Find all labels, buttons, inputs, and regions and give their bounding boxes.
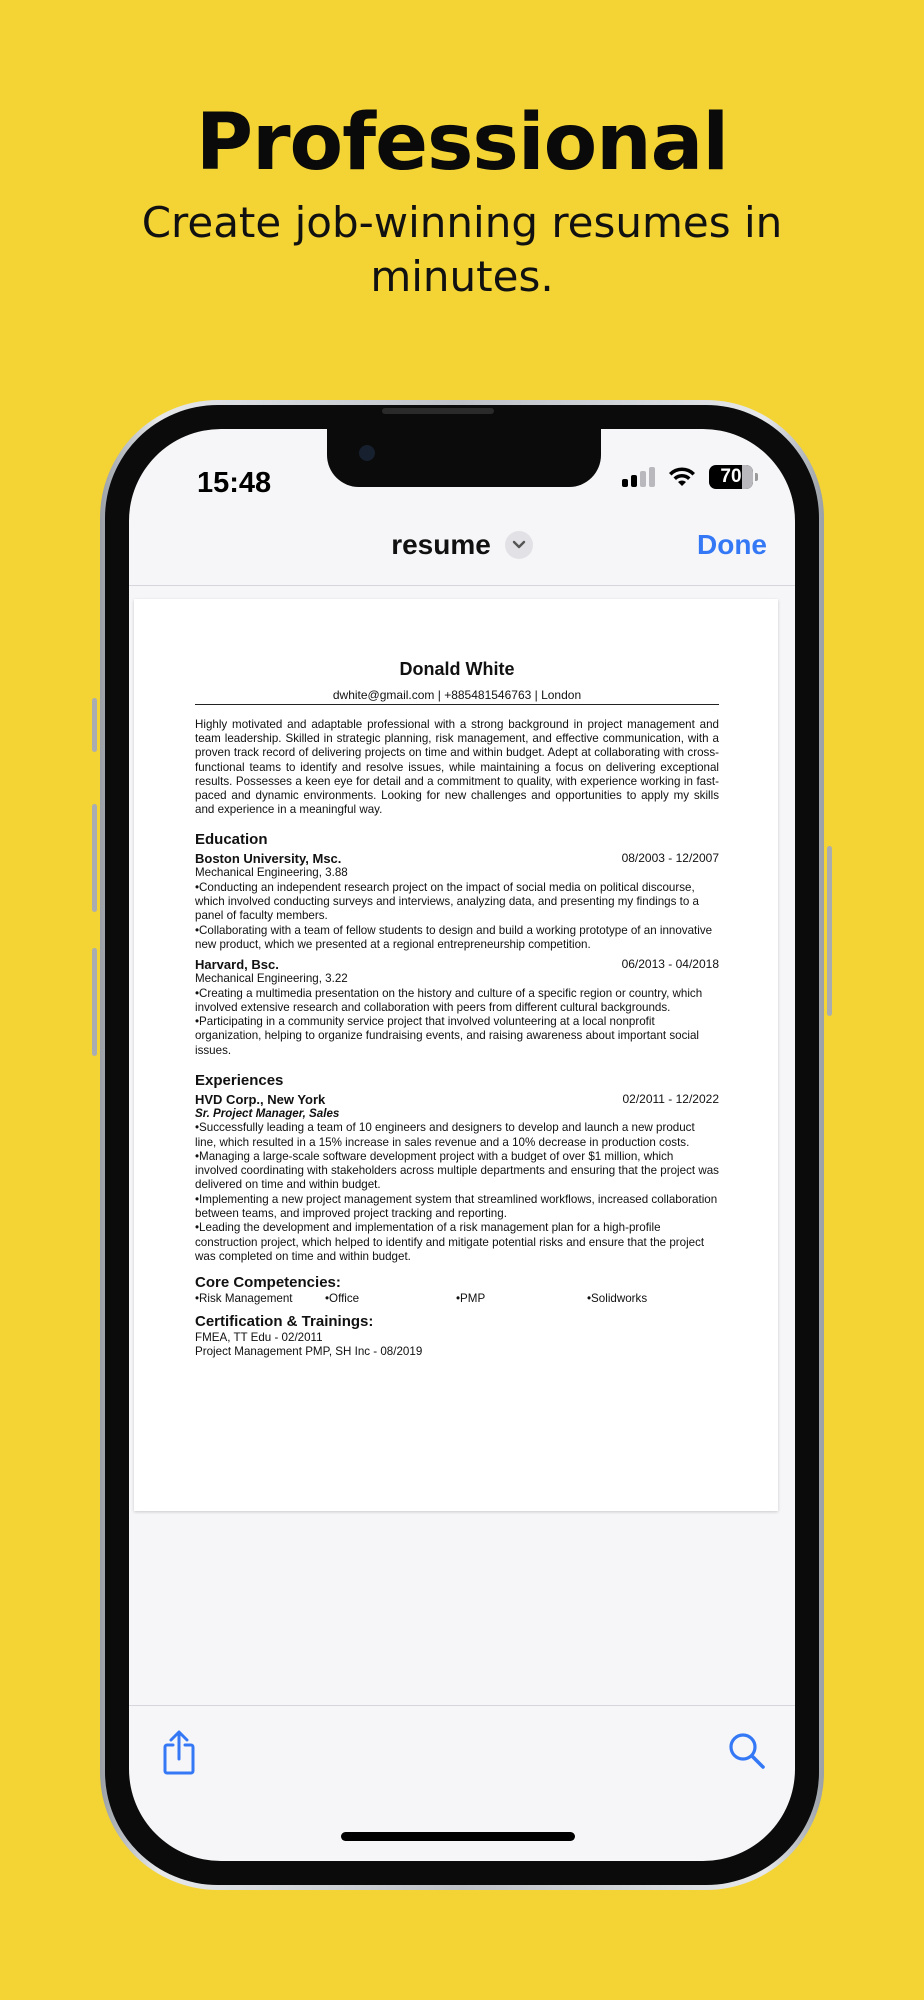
experience-entry	[195, 1092, 719, 1264]
notch	[327, 429, 601, 487]
competency-item: •Risk Management	[195, 1292, 293, 1306]
competencies-heading: Core Competencies:	[195, 1274, 341, 1292]
entry-bullet: •Managing a large-scale software development project with a budget of over $1 million, which involved coordinating with stakeholders across multiple departments and ensuring that the project was delivered on time and within budget.	[195, 1149, 719, 1192]
status-time: 15:48	[197, 467, 272, 499]
document-page[interactable]	[134, 599, 778, 1511]
status-icons	[622, 465, 753, 489]
entry-dates: 02/2011 - 12/2022	[622, 1091, 719, 1106]
education-entry	[195, 851, 719, 952]
battery-icon	[709, 465, 753, 489]
share-button[interactable]	[159, 1729, 199, 1777]
education-entry	[195, 957, 719, 1058]
entry-dates: 06/2013 - 04/2018	[621, 957, 719, 972]
entry-bullet: •Conducting an independent research project on the impact of social media on political discourse, which involved conducting surveys and interviews, analyzing data, and presenting my findings to a panel of faculty members.	[195, 880, 699, 923]
hero-subtitle: Create job-winning resumes in minutes.	[141, 198, 783, 301]
mute-switch	[92, 698, 97, 752]
entry-bullet: •Successfully leading a team of 10 engineers and designers to develop and launch a new product line, which resulted in a 15% increase in sales revenue and a 10% decrease in production costs.	[195, 1121, 695, 1149]
school-name: Harvard, Bsc.	[195, 957, 279, 973]
competency-item: •Solidworks	[587, 1292, 648, 1306]
speaker-grille	[382, 408, 494, 414]
home-indicator[interactable]	[341, 1832, 575, 1841]
document-title-menu[interactable]	[391, 529, 533, 561]
volume-up-button	[92, 804, 97, 912]
done-button[interactable]: Done	[697, 529, 767, 560]
search-button[interactable]	[727, 1731, 767, 1771]
signal-icon	[622, 467, 655, 487]
phone-screen	[129, 429, 795, 1861]
competency-item: •Office	[325, 1292, 360, 1306]
share-icon	[159, 1729, 199, 1777]
wifi-icon	[667, 466, 697, 488]
certifications-heading: Certification & Trainings:	[195, 1312, 374, 1330]
entry-bullet: •Implementing a new project management system that streamlined workflows, increased collaboration between teams, and improved project tracking and reporting.	[195, 1192, 718, 1221]
entry-dates: 08/2003 - 12/2007	[621, 851, 719, 866]
volume-down-button	[92, 948, 97, 1056]
education-heading: Education	[195, 831, 268, 849]
power-button	[827, 846, 832, 1016]
competencies-list	[195, 1292, 719, 1306]
nav-bar	[129, 519, 795, 579]
hero-title: Professional	[195, 98, 729, 188]
certification-item: FMEA, TT Edu - 02/2011	[195, 1330, 323, 1344]
search-icon	[727, 1731, 767, 1771]
experience-heading: Experiences	[195, 1071, 284, 1089]
phone-frame	[100, 400, 824, 1890]
document-title: resume	[391, 529, 491, 560]
certification-item: Project Management PMP, SH Inc - 08/2019	[195, 1344, 423, 1358]
resume-name: Donald White	[399, 659, 515, 679]
entry-bullet: •Leading the development and implementation of a risk management plan for a high-profile construction project, which helped to identify and mitigate potential risks and ensure that the project was completed on time and within budget.	[195, 1221, 705, 1263]
job-role: Sr. Project Manager, Sales	[195, 1106, 340, 1120]
competency-item: •PMP	[456, 1292, 486, 1306]
entry-bullet: •Participating in a community service project that involved volunteering at a local nonprofit organization, helping to organize fundraising events, and raising awareness about important social issues.	[195, 1015, 699, 1057]
field-of-study: Mechanical Engineering, 3.22	[195, 972, 348, 986]
field-of-study: Mechanical Engineering, 3.88	[195, 866, 348, 880]
nav-divider	[129, 585, 795, 586]
chevron-down-icon[interactable]	[505, 531, 533, 559]
entry-bullet: •Collaborating with a team of fellow students to design and build a working prototype of an innovative new product, which we presented at a regional entrepreneurship competition.	[195, 923, 713, 951]
toolbar-divider	[129, 1705, 795, 1706]
company-name: HVD Corp., New York	[195, 1091, 326, 1107]
resume-content	[195, 659, 719, 1359]
resume-summary: Highly motivated and adaptable professional with a strong background in project management and team leadership. Skilled in strategic planning, risk management, and effective communication, with a proven track record of delivering projects on time and within budget. Adept at collaborating with cross-functional teams to identify and resolve issues, while maintaining a focus on delivering exceptional results. Possesses a keen eye for detail and a commitment to quality, with experience working in fast-paced and dynamic environments. Looking for new challenges and opportunities to apply my skills and experience in a meaningful way.	[195, 718, 719, 817]
entry-bullet: •Creating a multimedia presentation on the history and culture of a specific region or country, which involved extensive research and collaboration with peers from different cultural backgrounds.	[195, 986, 703, 1014]
school-name: Boston University, Msc.	[195, 851, 342, 867]
resume-contact: dwhite@gmail.com | +885481546763 | London	[195, 688, 719, 705]
camera	[359, 445, 375, 461]
battery-level: 70	[720, 466, 742, 487]
